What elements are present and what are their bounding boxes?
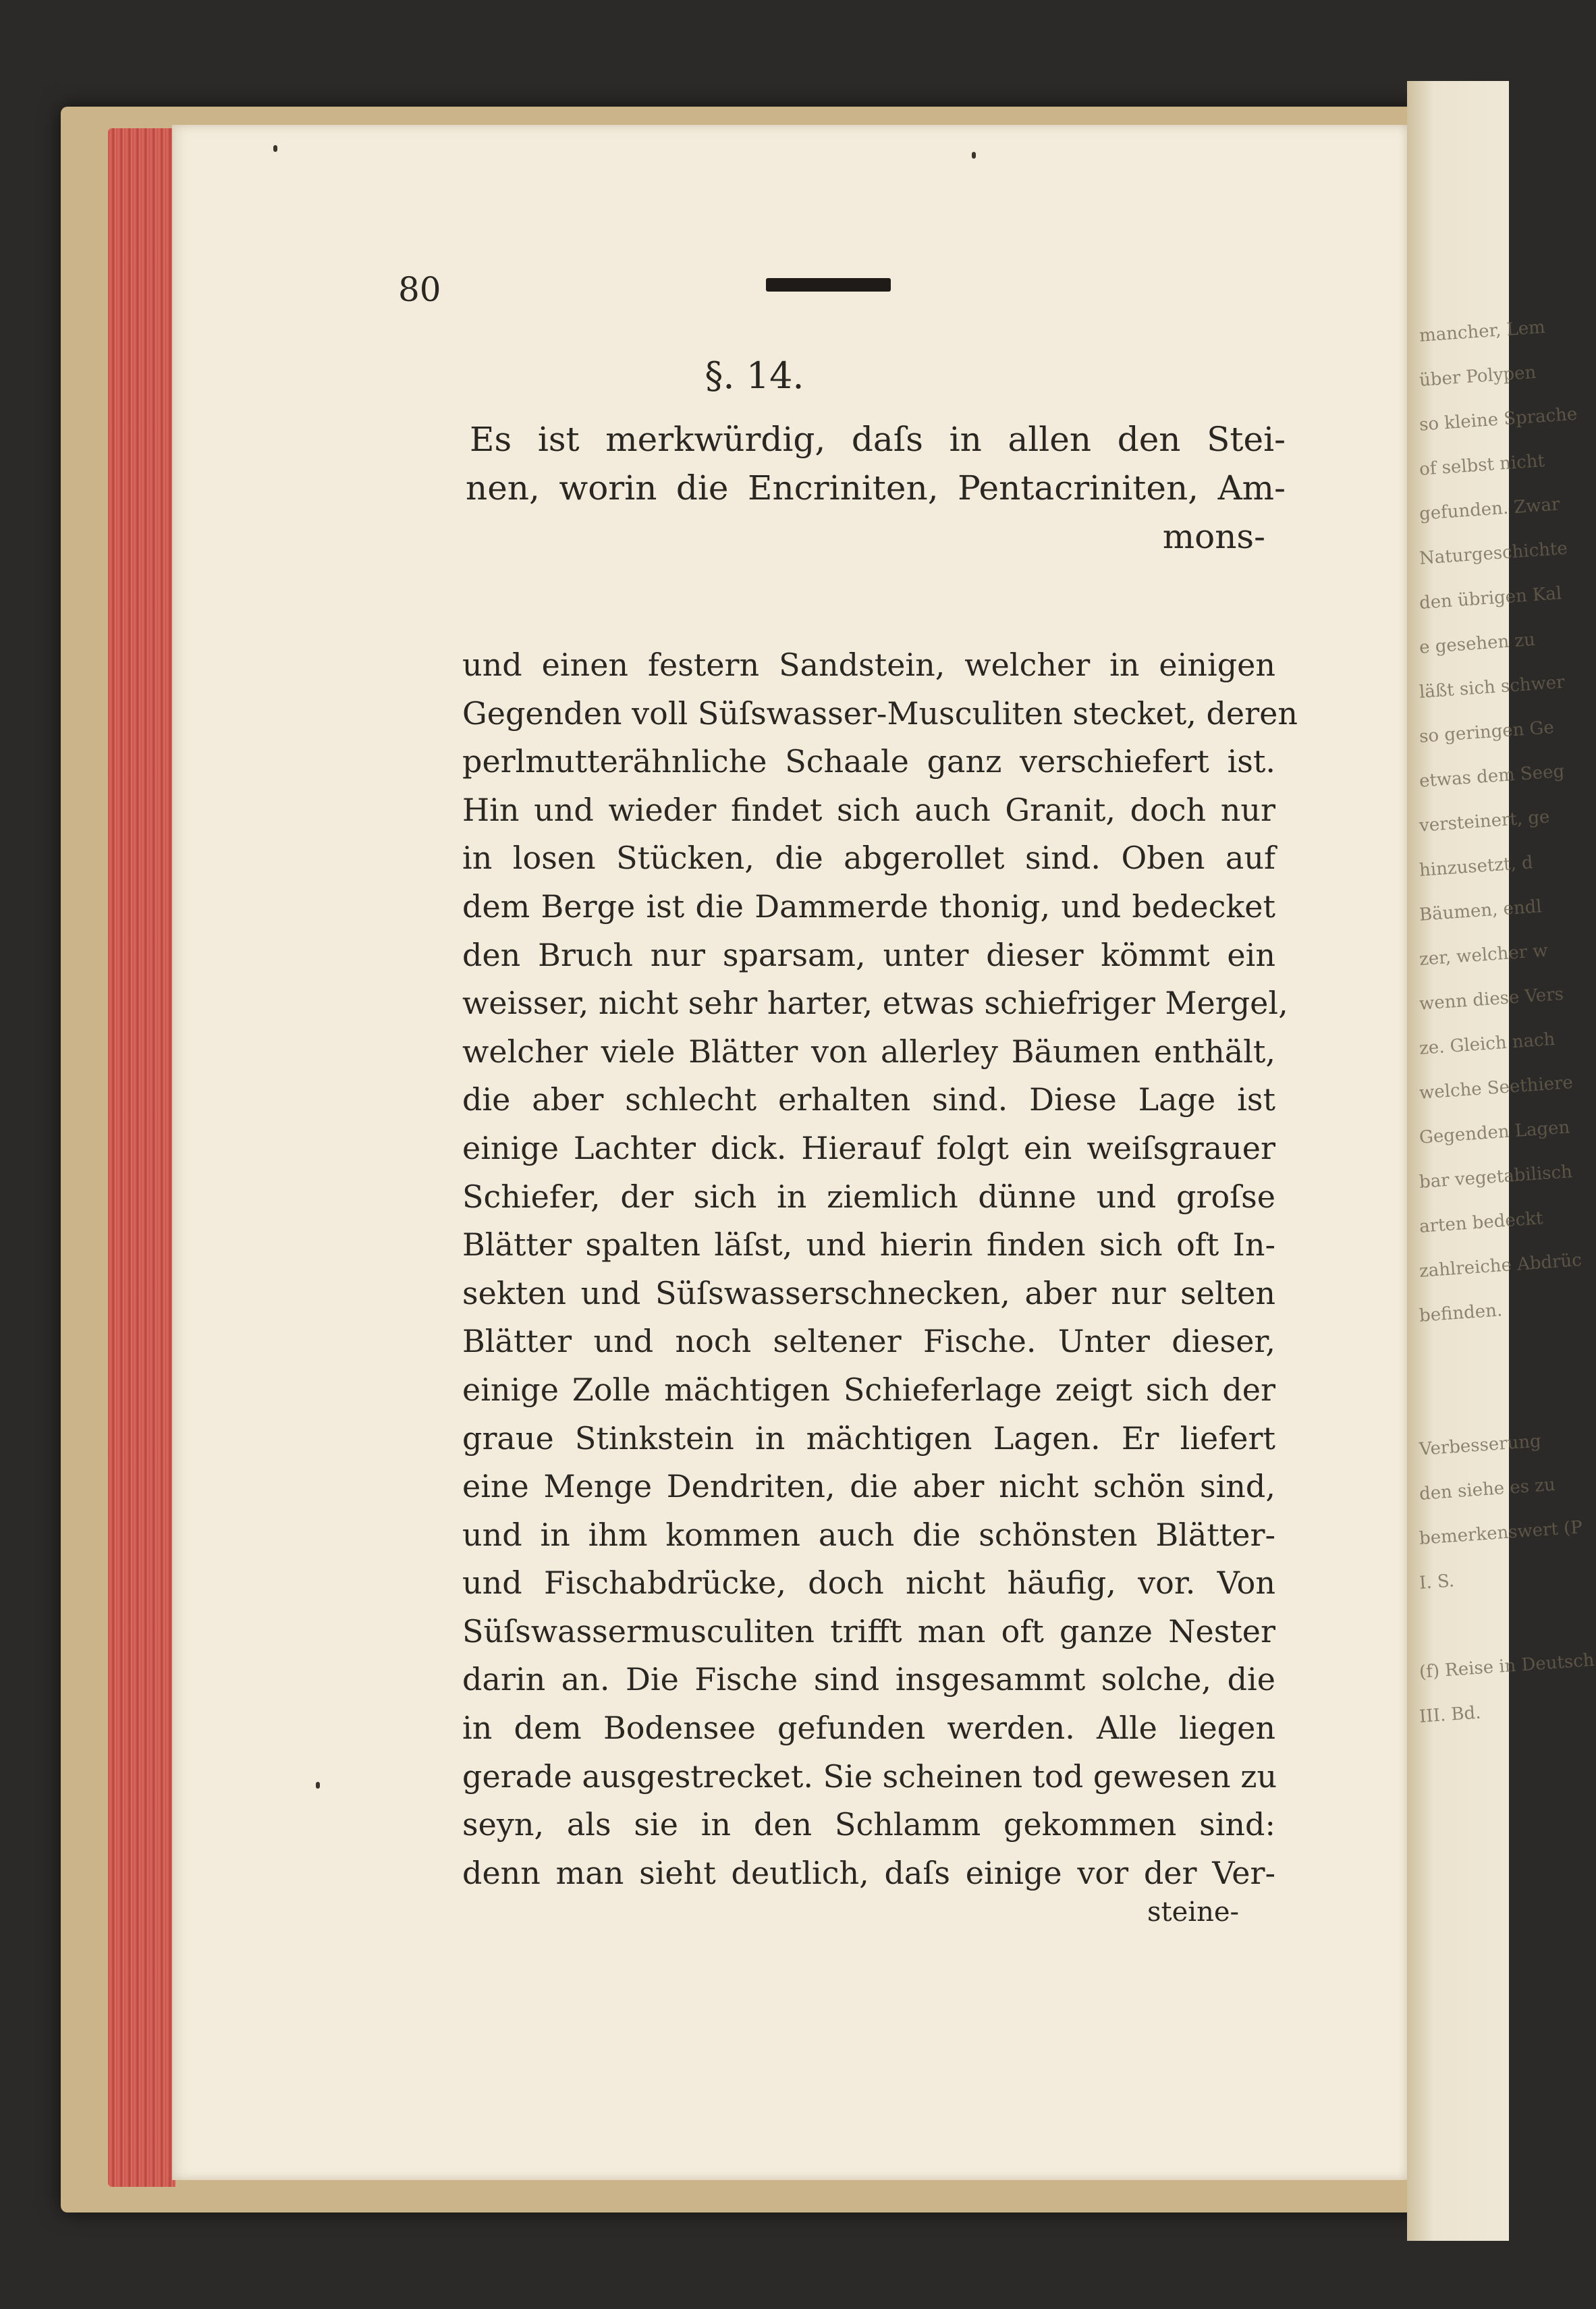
- facing-text-line: bemerkenswert (P: [1419, 1517, 1583, 1549]
- facing-text-line: III. Bd.: [1419, 1702, 1482, 1727]
- facing-text-line: den übrigen Kal: [1419, 583, 1563, 614]
- catchword: steine-: [1147, 1897, 1240, 1928]
- facing-text-line: of selbst nicht: [1419, 450, 1545, 480]
- text-line: eine Menge Dendriten, die aber nicht schön sind,: [462, 1468, 1275, 1505]
- text-line: den Bruch nur sparsam, unter dieser kömmt ein: [462, 936, 1275, 973]
- text-line: einige Lachter dick. Hierauf folgt ein weiſsgrauer: [462, 1129, 1275, 1166]
- text-line: Blätter und noch seltener Fische. Unter dieser,: [462, 1323, 1275, 1360]
- facing-text-line: zahlreiche Abdrüc: [1419, 1250, 1583, 1282]
- header-rule: [766, 278, 891, 292]
- ink-speck: [316, 1782, 320, 1789]
- text-line: sekten und Süſswasserschnecken, aber nur selten: [462, 1274, 1275, 1311]
- section-heading: §. 14.: [705, 354, 804, 397]
- facing-text-line: e gesehen zu: [1419, 629, 1536, 658]
- facing-text-line: ze. Gleich nach: [1419, 1029, 1556, 1059]
- facing-text-line: hinzusetzt, d: [1419, 852, 1534, 881]
- facing-page-text: [1419, 310, 1595, 1736]
- text-line: dem Berge ist die Dammerde thonig, und bedecket: [462, 888, 1275, 925]
- text-line: und in ihm kommen auch die schönsten Blätter-: [462, 1516, 1275, 1553]
- facing-text-line: bar vegetabilisch: [1419, 1162, 1573, 1193]
- facing-text-line: [1418, 1599, 1515, 1650]
- page-edges: [108, 128, 175, 2187]
- facing-text-line: so geringen Ge: [1419, 717, 1555, 747]
- ink-speck: [273, 145, 277, 152]
- text-line: darin an. Die Fische sind insgesammt solche, die: [462, 1661, 1275, 1698]
- facing-text-line: Naturgeschichte: [1419, 538, 1568, 569]
- text-line: Es ist merkwürdig, daſs in allen den Stei-: [470, 420, 1286, 459]
- facing-text-line: befinden.: [1419, 1300, 1504, 1326]
- text-line: nen, worin die Encriniten, Pentacriniten, Am-: [466, 468, 1286, 508]
- facing-text-line: gefunden. Zwar: [1419, 494, 1561, 524]
- text-line: gerade ausgestrecket. Sie scheinen tod gewesen zu: [462, 1758, 1277, 1795]
- text-line: in losen Stücken, die abgerollet sind. Oben auf: [462, 840, 1275, 877]
- facing-text-line: I. S.: [1419, 1571, 1456, 1594]
- page-number: 80: [398, 270, 441, 309]
- text-line: Gegenden voll Süſswasser-Musculiten stecket, deren: [462, 695, 1298, 732]
- facing-text-line: Verbesserung: [1419, 1431, 1542, 1460]
- text-line: einige Zolle mächtigen Schieferlage zeigt sich der: [462, 1371, 1275, 1408]
- text-line: seyn, als sie in den Schlamm gekommen sind:: [462, 1806, 1275, 1843]
- facing-text-line: [1418, 1376, 1515, 1428]
- facing-text-line: versteinert, ge: [1419, 807, 1551, 836]
- facing-text-line: (f) Reise in Deutsch: [1419, 1650, 1595, 1683]
- facing-text-line: mancher, Lem: [1419, 317, 1546, 346]
- text-line: die aber schlecht erhalten sind. Diese Lage ist: [462, 1081, 1275, 1118]
- text-line: Süſswassermusculiten trifft man oft ganze Nester: [462, 1612, 1275, 1650]
- facing-page: [1407, 81, 1595, 2241]
- facing-text-line: den siehe es zu: [1419, 1474, 1556, 1504]
- paragraph-2: [462, 641, 1298, 1897]
- facing-text-line: zer, welcher w: [1419, 940, 1549, 970]
- catchword: mons-: [1162, 517, 1265, 556]
- text-line: graue Stinkstein in mächtigen Lagen. Er liefert: [462, 1419, 1275, 1457]
- facing-text-line: über Polypen: [1419, 362, 1537, 391]
- text-line: weisser, nicht sehr harter, etwas schiefriger Mergel,: [462, 985, 1288, 1022]
- text-line: Blätter spalten läſst, und hierin finden sich oft In-: [462, 1226, 1275, 1264]
- facing-text-line: etwas dem Seeg: [1419, 761, 1566, 792]
- facing-text-line: Bäumen, endl: [1419, 896, 1543, 925]
- facing-text-line: welche Seethiere: [1419, 1072, 1574, 1104]
- text-line: denn man sieht deutlich, daſs einige vor der Ver-: [462, 1854, 1275, 1891]
- text-line: und einen festern Sandstein, welcher in einigen: [462, 647, 1275, 683]
- facing-text-line: läßt sich schwer: [1419, 672, 1566, 703]
- text-line: welcher viele Blätter von allerley Bäumen enthält,: [462, 1033, 1275, 1070]
- text-line: und Fischabdrücke, doch nicht häufig, vor. Von: [462, 1565, 1275, 1602]
- facing-text-line: [1418, 1332, 1515, 1383]
- text-line: in dem Bodensee gefunden werden. Alle liegen: [462, 1710, 1275, 1747]
- facing-text-line: Gegenden Lagen: [1419, 1117, 1571, 1148]
- text-line: Hin und wieder findet sich auch Granit, doch nur: [462, 791, 1275, 828]
- facing-text-line: arten bedeckt: [1419, 1208, 1544, 1237]
- facing-text-line: wenn diese Vers: [1419, 983, 1564, 1014]
- text-line: perlmutterähnliche Schaale ganz verschiefert ist.: [462, 743, 1275, 780]
- paragraph-1: [466, 415, 1286, 561]
- text-line: Schiefer, der sich in ziemlich dünne und groſse: [462, 1178, 1275, 1215]
- ink-speck: [972, 152, 976, 159]
- facing-text-line: so kleine Sprache: [1419, 404, 1578, 435]
